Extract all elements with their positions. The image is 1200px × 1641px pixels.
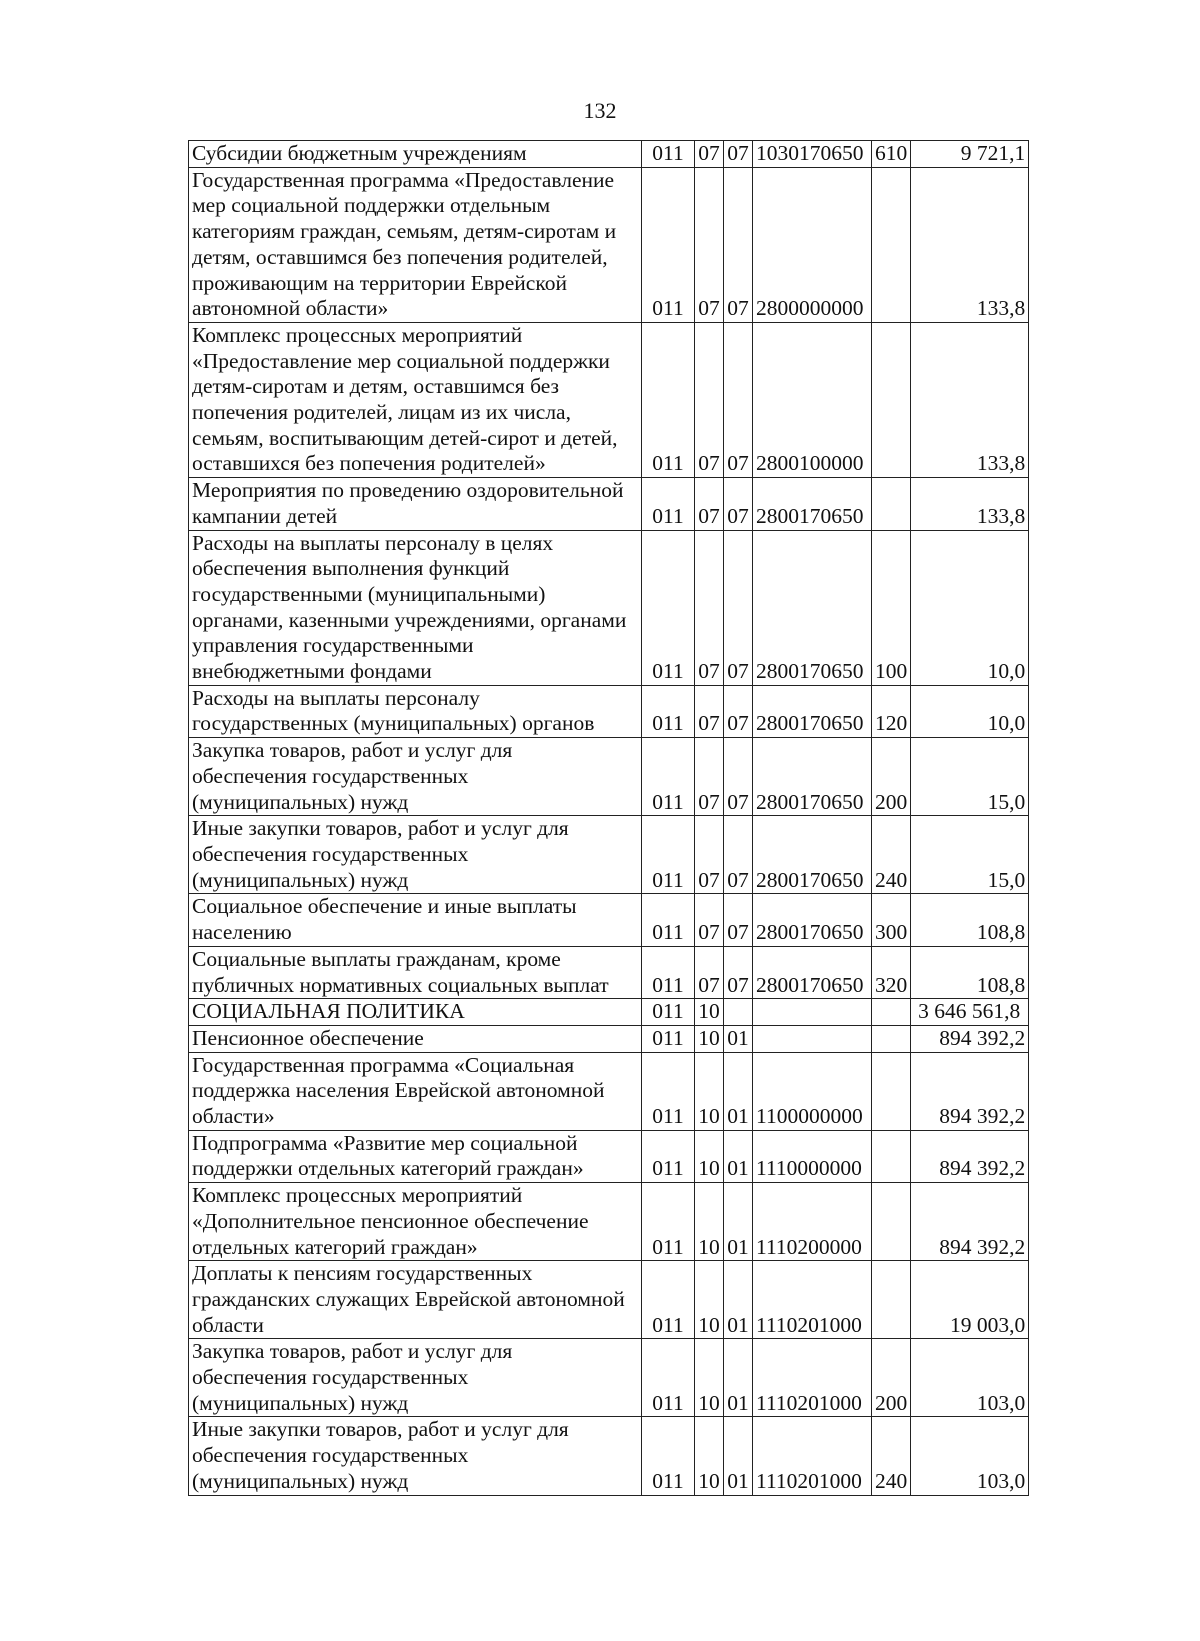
row-name-line: поддержки отдельных категорий граждан» [192, 1156, 584, 1181]
table-row [189, 816, 1029, 894]
section-code-cell: 10 [695, 1052, 724, 1130]
target-article-cell [753, 999, 872, 1026]
ministry-code-cell: 011 [642, 1417, 695, 1495]
row-name-cell [189, 1025, 642, 1052]
target-article-cell: 2800170650 [753, 685, 872, 737]
target-article-cell: 2800170650 [753, 738, 872, 816]
row-name-line: поддержка населения Еврейской автономной [192, 1078, 605, 1103]
table-row [189, 530, 1029, 685]
table-row [189, 167, 1029, 322]
section-code-cell: 07 [695, 685, 724, 737]
amount-cell: 103,0 [911, 1339, 1029, 1417]
row-name-cell [189, 894, 642, 946]
section-code-cell: 07 [695, 322, 724, 477]
row-name-cell [189, 685, 642, 737]
row-name-line: государственными (муниципальными) [192, 581, 546, 606]
subsection-code-cell: 01 [724, 1025, 753, 1052]
ministry-code-cell: 011 [642, 738, 695, 816]
subsection-code-cell: 01 [724, 1130, 753, 1182]
row-name-cell [189, 478, 642, 530]
ministry-code-cell: 011 [642, 816, 695, 894]
expense-type-cell [872, 1025, 911, 1052]
amount-cell: 103,0 [911, 1417, 1029, 1495]
row-name-line: Закупка товаров, работ и услуг для [192, 738, 513, 763]
expense-type-cell [872, 478, 911, 530]
target-article-cell: 2800170650 [753, 816, 872, 894]
row-name-line: (муниципальных) нужд [192, 1390, 409, 1415]
section-code-cell: 07 [695, 894, 724, 946]
table-row [189, 1339, 1029, 1417]
target-article-cell: 2800170650 [753, 478, 872, 530]
section-code-cell: 07 [695, 478, 724, 530]
row-name-line: категориям граждан, семьям, детям-сиротам и [192, 219, 617, 244]
ministry-code-cell: 011 [642, 1130, 695, 1182]
expense-type-cell [872, 1130, 911, 1182]
table-row [189, 478, 1029, 530]
ministry-code-cell: 011 [642, 322, 695, 477]
row-name-line: (муниципальных) нужд [192, 867, 409, 892]
ministry-code-cell: 011 [642, 1025, 695, 1052]
row-name-cell [189, 1261, 642, 1339]
row-name-line: кампании детей [192, 503, 338, 528]
section-code-cell: 07 [695, 167, 724, 322]
target-article-cell: 2800170650 [753, 894, 872, 946]
table-row [189, 1261, 1029, 1339]
subsection-code-cell: 01 [724, 1417, 753, 1495]
table-row [189, 685, 1029, 737]
section-code-cell: 10 [695, 1130, 724, 1182]
row-name-line: Доплаты к пенсиям государственных [192, 1261, 533, 1286]
row-name-cell [189, 738, 642, 816]
row-name-line: семьям, воспитывающим детей-сирот и детей, [192, 425, 618, 450]
ministry-code-cell: 011 [642, 478, 695, 530]
target-article-cell: 1110201000 [753, 1339, 872, 1417]
expense-type-cell: 200 [872, 1339, 911, 1417]
amount-cell: 108,8 [911, 946, 1029, 998]
amount-cell: 3 646 561,8 [911, 999, 1029, 1026]
section-code-cell: 10 [695, 1261, 724, 1339]
table-row [189, 141, 1029, 168]
table-row [189, 1130, 1029, 1182]
row-name-line: (муниципальных) нужд [192, 1468, 409, 1493]
expense-type-cell: 610 [872, 141, 911, 168]
table-row [189, 946, 1029, 998]
subsection-code-cell: 01 [724, 1339, 753, 1417]
row-name-line: области» [192, 1104, 275, 1129]
ministry-code-cell: 011 [642, 167, 695, 322]
expense-type-cell: 100 [872, 530, 911, 685]
target-article-cell [753, 1025, 872, 1052]
subsection-code-cell: 07 [724, 816, 753, 894]
amount-cell: 894 392,2 [911, 1183, 1029, 1261]
expense-type-cell: 240 [872, 1417, 911, 1495]
target-article-cell: 2800000000 [753, 167, 872, 322]
row-name-cell [189, 141, 642, 168]
row-name-line: Расходы на выплаты персоналу [192, 685, 480, 710]
table-row [189, 999, 1029, 1026]
table-row [189, 1417, 1029, 1495]
amount-cell: 894 392,2 [911, 1025, 1029, 1052]
row-name-line: попечения родителей, лицам из их числа, [192, 400, 571, 425]
section-code-cell: 10 [695, 1183, 724, 1261]
row-name-line: публичных нормативных социальных выплат [192, 972, 609, 997]
row-name-cell [189, 1417, 642, 1495]
row-name-line: детям, оставшимся без попечения родителей, [192, 244, 608, 269]
section-code-cell: 10 [695, 1025, 724, 1052]
target-article-cell: 1110000000 [753, 1130, 872, 1182]
row-name-cell [189, 816, 642, 894]
row-name-line: Иные закупки товаров, работ и услуг для [192, 816, 569, 841]
row-name-line: (муниципальных) нужд [192, 789, 409, 814]
section-code-cell: 10 [695, 999, 724, 1026]
row-name-line: государственных (муниципальных) органов [192, 711, 595, 736]
amount-cell: 10,0 [911, 685, 1029, 737]
ministry-code-cell: 011 [642, 894, 695, 946]
row-name-cell [189, 1183, 642, 1261]
subsection-code-cell: 07 [724, 946, 753, 998]
budget-table [188, 140, 1029, 1496]
row-name-cell [189, 999, 642, 1026]
ministry-code-cell: 011 [642, 530, 695, 685]
amount-cell: 894 392,2 [911, 1130, 1029, 1182]
expense-type-cell: 200 [872, 738, 911, 816]
ministry-code-cell: 011 [642, 999, 695, 1026]
table-row [189, 1183, 1029, 1261]
amount-cell: 133,8 [911, 167, 1029, 322]
section-code-cell: 07 [695, 816, 724, 894]
row-name-cell [189, 530, 642, 685]
row-name-line: Мероприятия по проведению оздоровительной [192, 478, 624, 503]
budget-table-body [189, 141, 1029, 1496]
row-name-line: Иные закупки товаров, работ и услуг для [192, 1417, 569, 1442]
ministry-code-cell: 011 [642, 1052, 695, 1130]
row-name-line: органами, казенными учреждениями, органами [192, 607, 627, 632]
subsection-code-cell: 01 [724, 1261, 753, 1339]
expense-type-cell [872, 1261, 911, 1339]
target-article-cell: 1110200000 [753, 1183, 872, 1261]
subsection-code-cell: 07 [724, 530, 753, 685]
row-name-cell [189, 1052, 642, 1130]
ministry-code-cell: 011 [642, 1183, 695, 1261]
amount-cell: 133,8 [911, 322, 1029, 477]
row-name-line: мер социальной поддержки отдельным [192, 193, 551, 218]
amount-cell: 10,0 [911, 530, 1029, 685]
row-name-line: Субсидии бюджетным учреждениям [192, 141, 527, 165]
target-article-cell: 1100000000 [753, 1052, 872, 1130]
row-name-line: гражданских служащих Еврейской автономной [192, 1286, 625, 1311]
expense-type-cell [872, 322, 911, 477]
subsection-code-cell: 01 [724, 1183, 753, 1261]
row-name-line: обеспечения государственных [192, 1443, 469, 1468]
amount-cell: 894 392,2 [911, 1052, 1029, 1130]
row-name-cell [189, 1339, 642, 1417]
row-name-line: Пенсионное обеспечение [192, 1025, 424, 1050]
amount-cell: 15,0 [911, 816, 1029, 894]
row-name-line: Закупка товаров, работ и услуг для [192, 1339, 513, 1364]
expense-type-cell: 120 [872, 685, 911, 737]
section-code-cell: 07 [695, 141, 724, 168]
subsection-code-cell: 07 [724, 322, 753, 477]
row-name-line: обеспечения государственных [192, 763, 469, 788]
table-row [189, 1052, 1029, 1130]
row-name-cell [189, 322, 642, 477]
expense-type-cell [872, 1052, 911, 1130]
amount-cell: 19 003,0 [911, 1261, 1029, 1339]
row-name-cell [189, 1130, 642, 1182]
table-row [189, 738, 1029, 816]
row-name-line: населению [192, 920, 292, 945]
table-row [189, 322, 1029, 477]
row-name-line: Подпрограмма «Развитие мер социальной [192, 1130, 578, 1155]
table-row [189, 1025, 1029, 1052]
section-code-cell: 07 [695, 530, 724, 685]
row-name-line: Социальное обеспечение и иные выплаты [192, 894, 577, 919]
expense-type-cell [872, 167, 911, 322]
row-name-line: внебюджетными фондами [192, 659, 432, 684]
row-name-line: «Предоставление мер социальной поддержки [192, 348, 610, 373]
row-name-line: области [192, 1312, 264, 1337]
row-name-line: Государственная программа «Социальная [192, 1052, 575, 1077]
ministry-code-cell: 011 [642, 685, 695, 737]
subsection-code-cell: 07 [724, 478, 753, 530]
subsection-code-cell: 01 [724, 1052, 753, 1130]
table-row [189, 894, 1029, 946]
row-name-line: детям-сиротам и детям, оставшимся без [192, 374, 560, 399]
row-name-line: Комплекс процессных мероприятий [192, 1183, 523, 1208]
amount-cell: 133,8 [911, 478, 1029, 530]
expense-type-cell: 320 [872, 946, 911, 998]
amount-cell: 15,0 [911, 738, 1029, 816]
target-article-cell: 1030170650 [753, 141, 872, 168]
section-code-cell: 07 [695, 738, 724, 816]
subsection-code-cell: 07 [724, 167, 753, 322]
row-name-line: автономной области» [192, 296, 389, 321]
expense-type-cell [872, 1183, 911, 1261]
row-name-line: Расходы на выплаты персоналу в целях [192, 530, 554, 555]
ministry-code-cell: 011 [642, 1261, 695, 1339]
ministry-code-cell: 011 [642, 1339, 695, 1417]
row-name-line: СОЦИАЛЬНАЯ ПОЛИТИКА [192, 999, 465, 1024]
expense-type-cell: 300 [872, 894, 911, 946]
page-number: 132 [583, 98, 617, 123]
amount-cell: 108,8 [911, 894, 1029, 946]
row-name-line: Социальные выплаты гражданам, кроме [192, 946, 561, 971]
row-name-line: управления государственными [192, 633, 474, 658]
subsection-code-cell [724, 999, 753, 1026]
subsection-code-cell: 07 [724, 894, 753, 946]
target-article-cell: 1110201000 [753, 1417, 872, 1495]
section-code-cell: 07 [695, 946, 724, 998]
subsection-code-cell: 07 [724, 685, 753, 737]
row-name-line: обеспечения государственных [192, 841, 469, 866]
row-name-line: Комплекс процессных мероприятий [192, 322, 523, 347]
section-code-cell: 10 [695, 1417, 724, 1495]
row-name-line: отдельных категорий граждан» [192, 1234, 478, 1259]
subsection-code-cell: 07 [724, 738, 753, 816]
row-name-line: оставшихся без попечения родителей» [192, 451, 546, 476]
target-article-cell: 2800100000 [753, 322, 872, 477]
row-name-cell [189, 167, 642, 322]
expense-type-cell [872, 999, 911, 1026]
target-article-cell: 2800170650 [753, 530, 872, 685]
row-name-line: проживающим на территории Еврейской [192, 270, 567, 295]
row-name-line: обеспечения выполнения функций [192, 556, 510, 581]
row-name-cell [189, 946, 642, 998]
row-name-line: «Дополнительное пенсионное обеспечение [192, 1208, 589, 1233]
amount-cell: 9 721,1 [911, 141, 1029, 168]
row-name-line: обеспечения государственных [192, 1365, 469, 1390]
expense-type-cell: 240 [872, 816, 911, 894]
target-article-cell: 2800170650 [753, 946, 872, 998]
subsection-code-cell: 07 [724, 141, 753, 168]
row-name-line: Государственная программа «Предоставление [192, 167, 615, 192]
target-article-cell: 1110201000 [753, 1261, 872, 1339]
section-code-cell: 10 [695, 1339, 724, 1417]
ministry-code-cell: 011 [642, 141, 695, 168]
ministry-code-cell: 011 [642, 946, 695, 998]
